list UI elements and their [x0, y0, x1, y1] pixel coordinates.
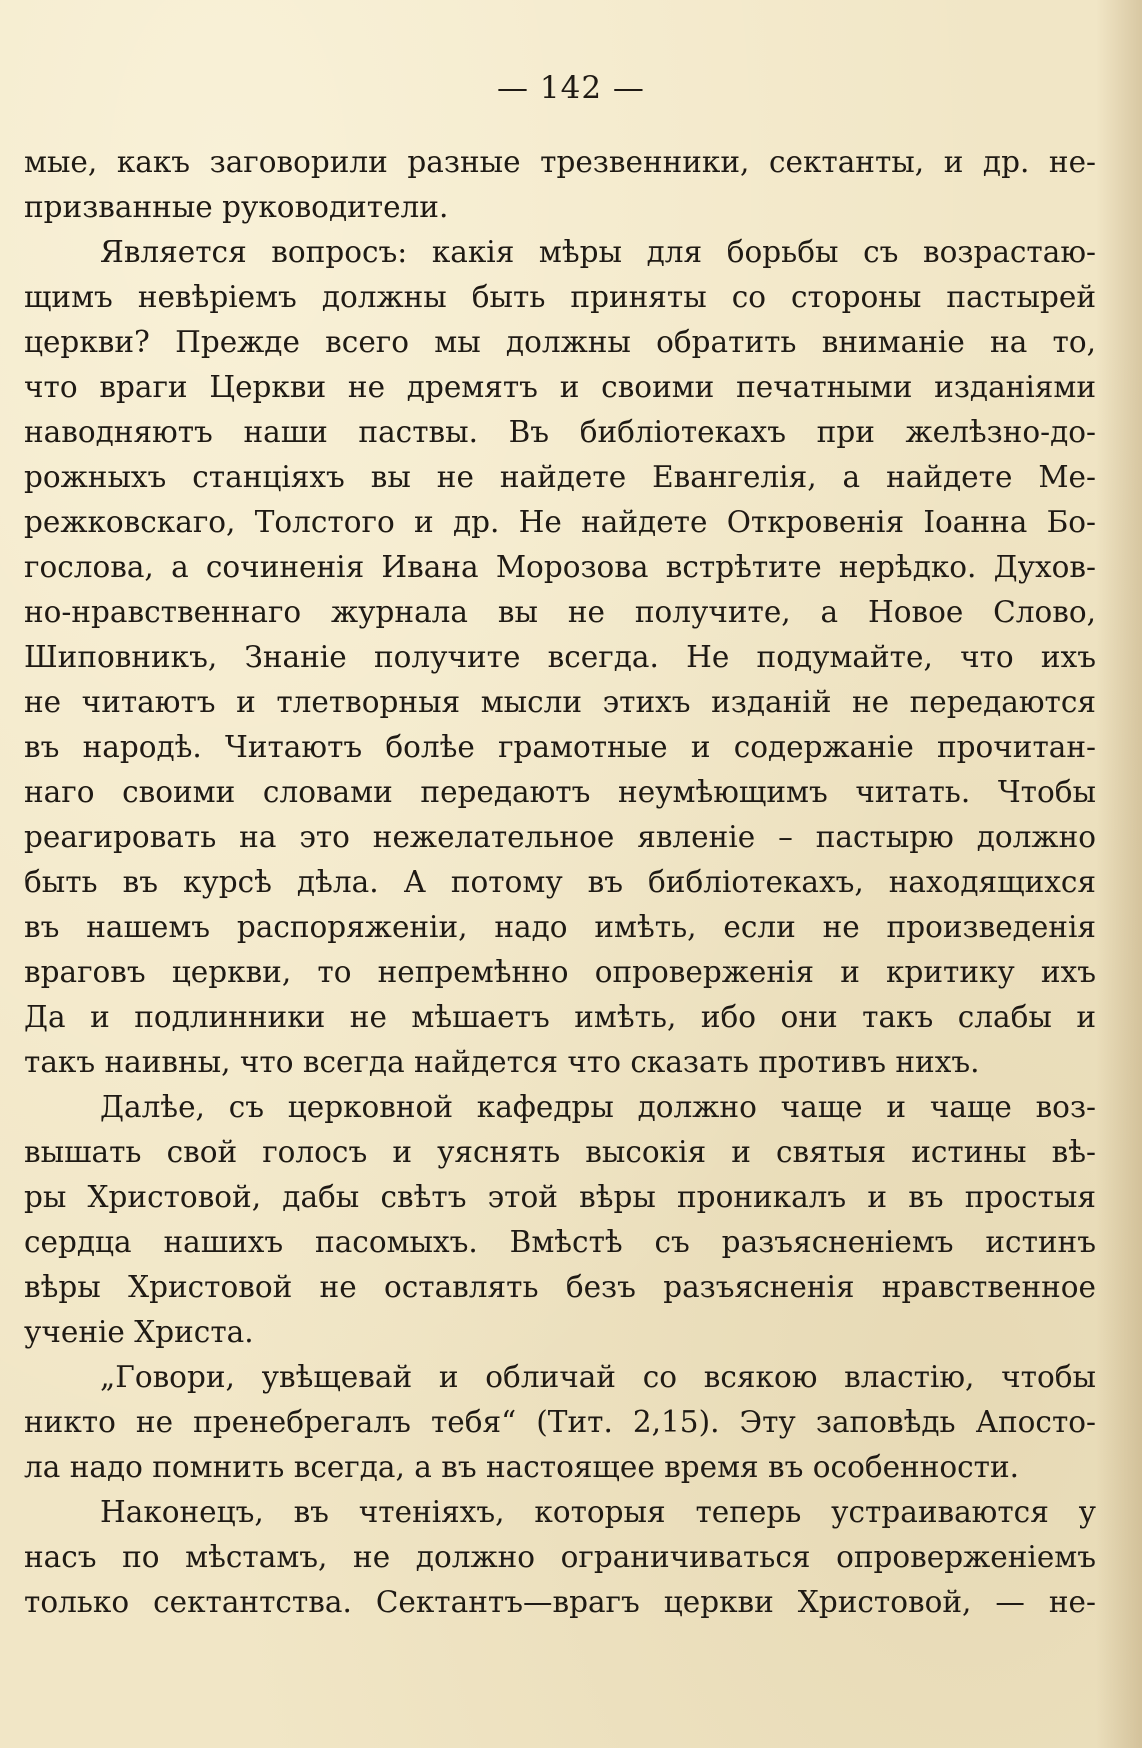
- text-line: гослова, а сочиненія Ивана Морозова встрѣтите нерѣдко. Духов-: [24, 550, 1096, 584]
- text-line: враговъ церкви, то непремѣнно опроверженія и критику ихъ: [24, 955, 1096, 989]
- text-line: только сектантства. Сектантъ—врагъ церкви Христовой, — не-: [24, 1585, 1096, 1619]
- text-line: Далѣе, съ церковной кафедры должно чаще и чаще воз-: [100, 1090, 1096, 1124]
- text-line: ры Христовой, дабы свѣтъ этой вѣры проникалъ и въ простыя: [24, 1180, 1096, 1214]
- text-line: вышать свой голосъ и уяснять высокія и святыя истины вѣ-: [24, 1135, 1096, 1169]
- text-line: ученіе Христа.: [24, 1315, 254, 1349]
- text-line: щимъ невѣріемъ должны быть приняты со стороны пастырей: [24, 280, 1096, 314]
- text-line: Является вопросъ: какія мѣры для борьбы съ возрастаю-: [100, 235, 1096, 269]
- text-line: режковскаго, Толстого и др. Не найдете Откровенія Іоанна Бо-: [24, 505, 1096, 539]
- text-line: наводняютъ наши паствы. Въ библіотекахъ при желѣзно-до-: [24, 415, 1096, 449]
- page-gutter-shadow: [1096, 0, 1142, 1748]
- text-line: „Говори, увѣщевай и обличай со всякою властію, чтобы: [100, 1360, 1096, 1394]
- text-line: рожныхъ станціяхъ вы не найдете Евангелія, а найдете Ме-: [24, 460, 1096, 494]
- text-line: ла надо помнить всегда, а въ настоящее время въ особенности.: [24, 1450, 1020, 1484]
- text-line: мые, какъ заговорили разные трезвенники, сектанты, и др. не-: [24, 145, 1096, 179]
- text-line: но-нравственнаго журнала вы не получите, а Новое Слово,: [24, 595, 1096, 629]
- text-line: насъ по мѣстамъ, не должно ограничиваться опроверженіемъ: [24, 1540, 1096, 1574]
- text-line: что враги Церкви не дремятъ и своими печатными изданіями: [24, 370, 1096, 404]
- text-line: реагировать на это нежелательное явленіе – пастырю должно: [24, 820, 1096, 854]
- text-line: въ народѣ. Читаютъ болѣе грамотные и содержаніе прочитан-: [24, 730, 1096, 764]
- text-line: Да и подлинники не мѣшаетъ имѣть, ибо они такъ слабы и: [24, 1000, 1096, 1034]
- text-line: Шиповникъ, Знаніе получите всегда. Не подумайте, что ихъ: [24, 640, 1096, 674]
- page-number: — 142 —: [497, 70, 645, 106]
- text-line: такъ наивны, что всегда найдется что сказать противъ нихъ.: [24, 1045, 980, 1079]
- text-line: призванные руководители.: [24, 190, 449, 224]
- text-line: наго своими словами передаютъ неумѣющимъ читать. Чтобы: [24, 775, 1096, 809]
- text-line: не читаютъ и тлетворныя мысли этихъ изданій не передаются: [24, 685, 1096, 719]
- text-line: быть въ курсѣ дѣла. А потому въ библіотекахъ, находящихся: [24, 865, 1096, 899]
- text-line: сердца нашихъ пасомыхъ. Вмѣстѣ съ разъясненіемъ истинъ: [24, 1225, 1096, 1259]
- text-line: никто не пренебрегалъ тебя“ (Тит. 2,15). Эту заповѣдь Апосто-: [24, 1405, 1096, 1439]
- text-line: въ нашемъ распоряженіи, надо имѣть, если не произведенія: [24, 910, 1096, 944]
- body-text: [24, 140, 1096, 1625]
- text-line: церкви? Прежде всего мы должны обратить вниманіе на то,: [24, 325, 1096, 359]
- text-line: вѣры Христовой не оставлять безъ разъясненія нравственное: [24, 1270, 1096, 1304]
- text-line: Наконецъ, въ чтеніяхъ, которыя теперь устраиваются у: [100, 1495, 1096, 1529]
